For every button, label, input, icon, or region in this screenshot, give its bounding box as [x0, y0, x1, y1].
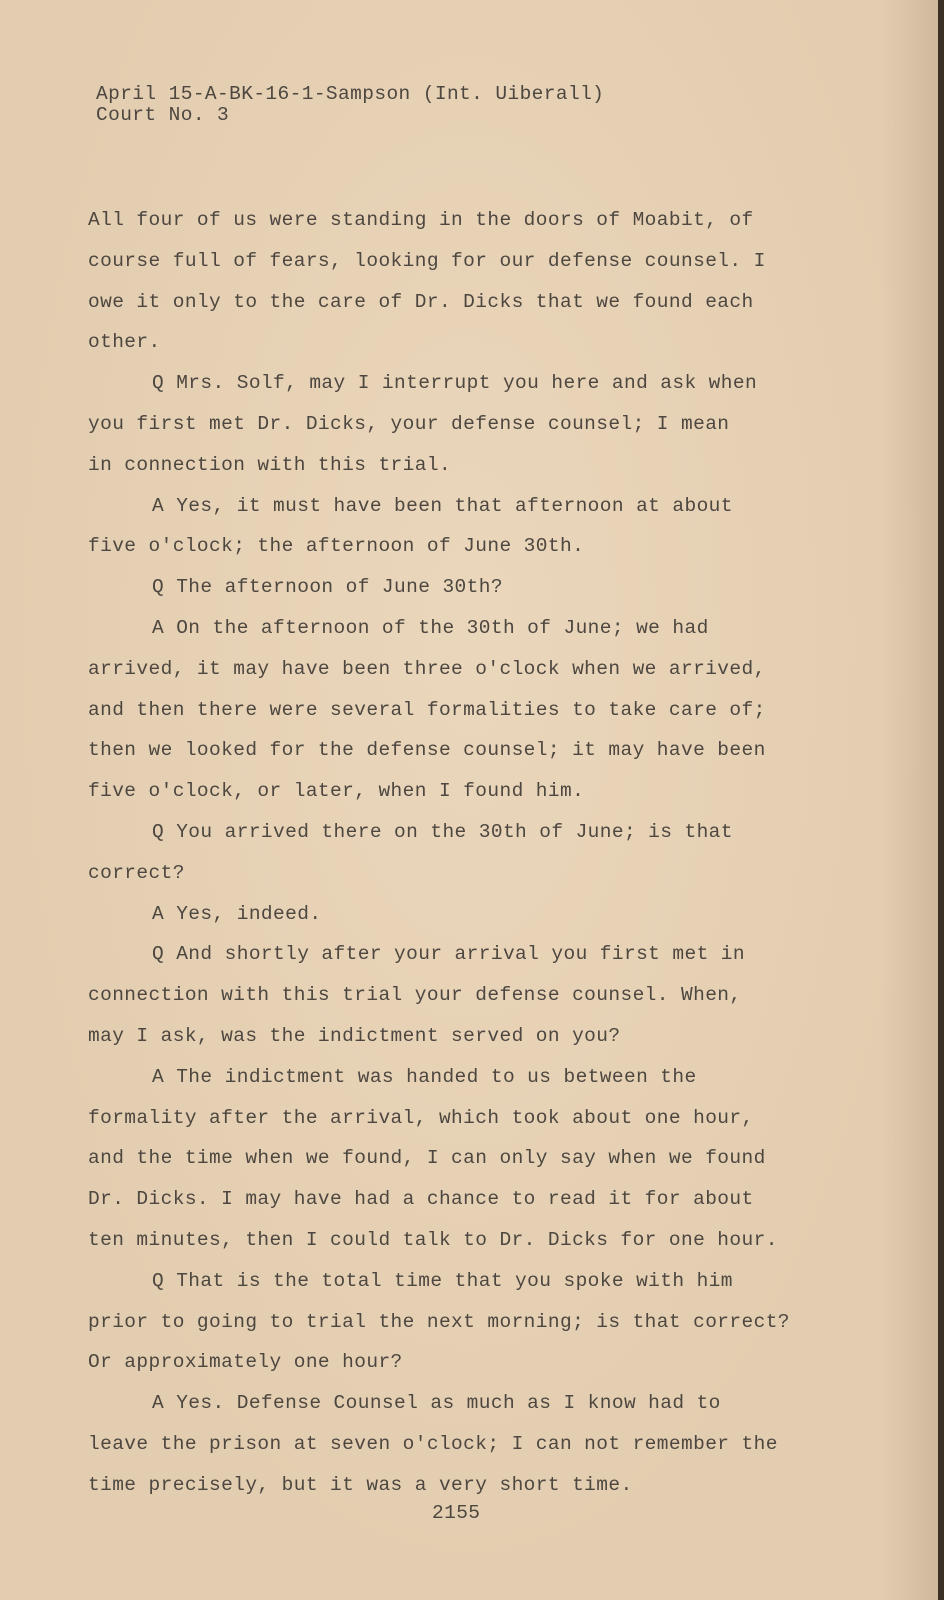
- transcript-line: time precisely, but it was a very short time.: [88, 1473, 633, 1496]
- transcript-line: other.: [88, 331, 161, 354]
- transcript-line: course full of fears, looking for our defense counsel. I: [88, 249, 766, 272]
- transcript-line: correct?: [88, 861, 185, 884]
- header-line-case: April 15-A-BK-16-1-Sampson (Int. Uiberall): [96, 83, 605, 105]
- transcript-line: arrived, it may have been three o'clock when we arrived,: [88, 657, 766, 680]
- transcript-body: [88, 200, 908, 1506]
- transcript-line: A Yes. Defense Counsel as much as I know had to: [152, 1392, 721, 1415]
- transcript-line: owe it only to the care of Dr. Dicks that we found each: [88, 290, 754, 313]
- transcript-line: and then there were several formalities to take care of;: [88, 698, 766, 721]
- transcript-line: Q That is the total time that you spoke with him: [152, 1269, 733, 1292]
- transcript-line: Q And shortly after your arrival you first met in: [152, 943, 745, 966]
- transcript-line: A The indictment was handed to us between the: [152, 1065, 697, 1088]
- transcript-line: and the time when we found, I can only say when we found: [88, 1147, 766, 1170]
- transcript-line: A Yes, it must have been that afternoon at about: [152, 494, 733, 517]
- transcript-line: five o'clock; the afternoon of June 30th.: [88, 535, 585, 558]
- transcript-line: Dr. Dicks. I may have had a chance to read it for about: [88, 1188, 754, 1211]
- transcript-line: All four of us were standing in the doors of Moabit, of: [88, 209, 754, 231]
- transcript-line: you first met Dr. Dicks, your defense counsel; I mean: [88, 412, 730, 435]
- transcript-line: Q The afternoon of June 30th?: [152, 576, 503, 599]
- page-number: 2155: [432, 1502, 481, 1524]
- document-header: [96, 84, 604, 126]
- transcript-line: formality after the arrival, which took about one hour,: [88, 1106, 754, 1129]
- transcript-line: leave the prison at seven o'clock; I can not remember the: [88, 1432, 778, 1455]
- transcript-line: Q Mrs. Solf, may I interrupt you here and ask when: [152, 372, 758, 395]
- transcript-line: prior to going to trial the next morning; is that correct?: [88, 1310, 790, 1333]
- transcript-line: Or approximately one hour?: [88, 1351, 403, 1374]
- transcript-line: connection with this trial your defense counsel. When,: [88, 984, 742, 1007]
- transcript-line: then we looked for the defense counsel; it may have been: [88, 739, 766, 762]
- header-line-court: Court No. 3: [96, 104, 230, 126]
- transcript-line: may I ask, was the indictment served on you?: [88, 1024, 621, 1047]
- transcript-line: ten minutes, then I could talk to Dr. Dicks for one hour.: [88, 1228, 778, 1251]
- transcript-line: A On the afternoon of the 30th of June; we had: [152, 616, 709, 639]
- transcript-line: A Yes, indeed.: [152, 902, 322, 925]
- transcript-line: Q You arrived there on the 30th of June; is that: [152, 820, 733, 843]
- transcript-line: five o'clock, or later, when I found him.: [88, 780, 585, 803]
- transcript-line: in connection with this trial.: [88, 453, 452, 476]
